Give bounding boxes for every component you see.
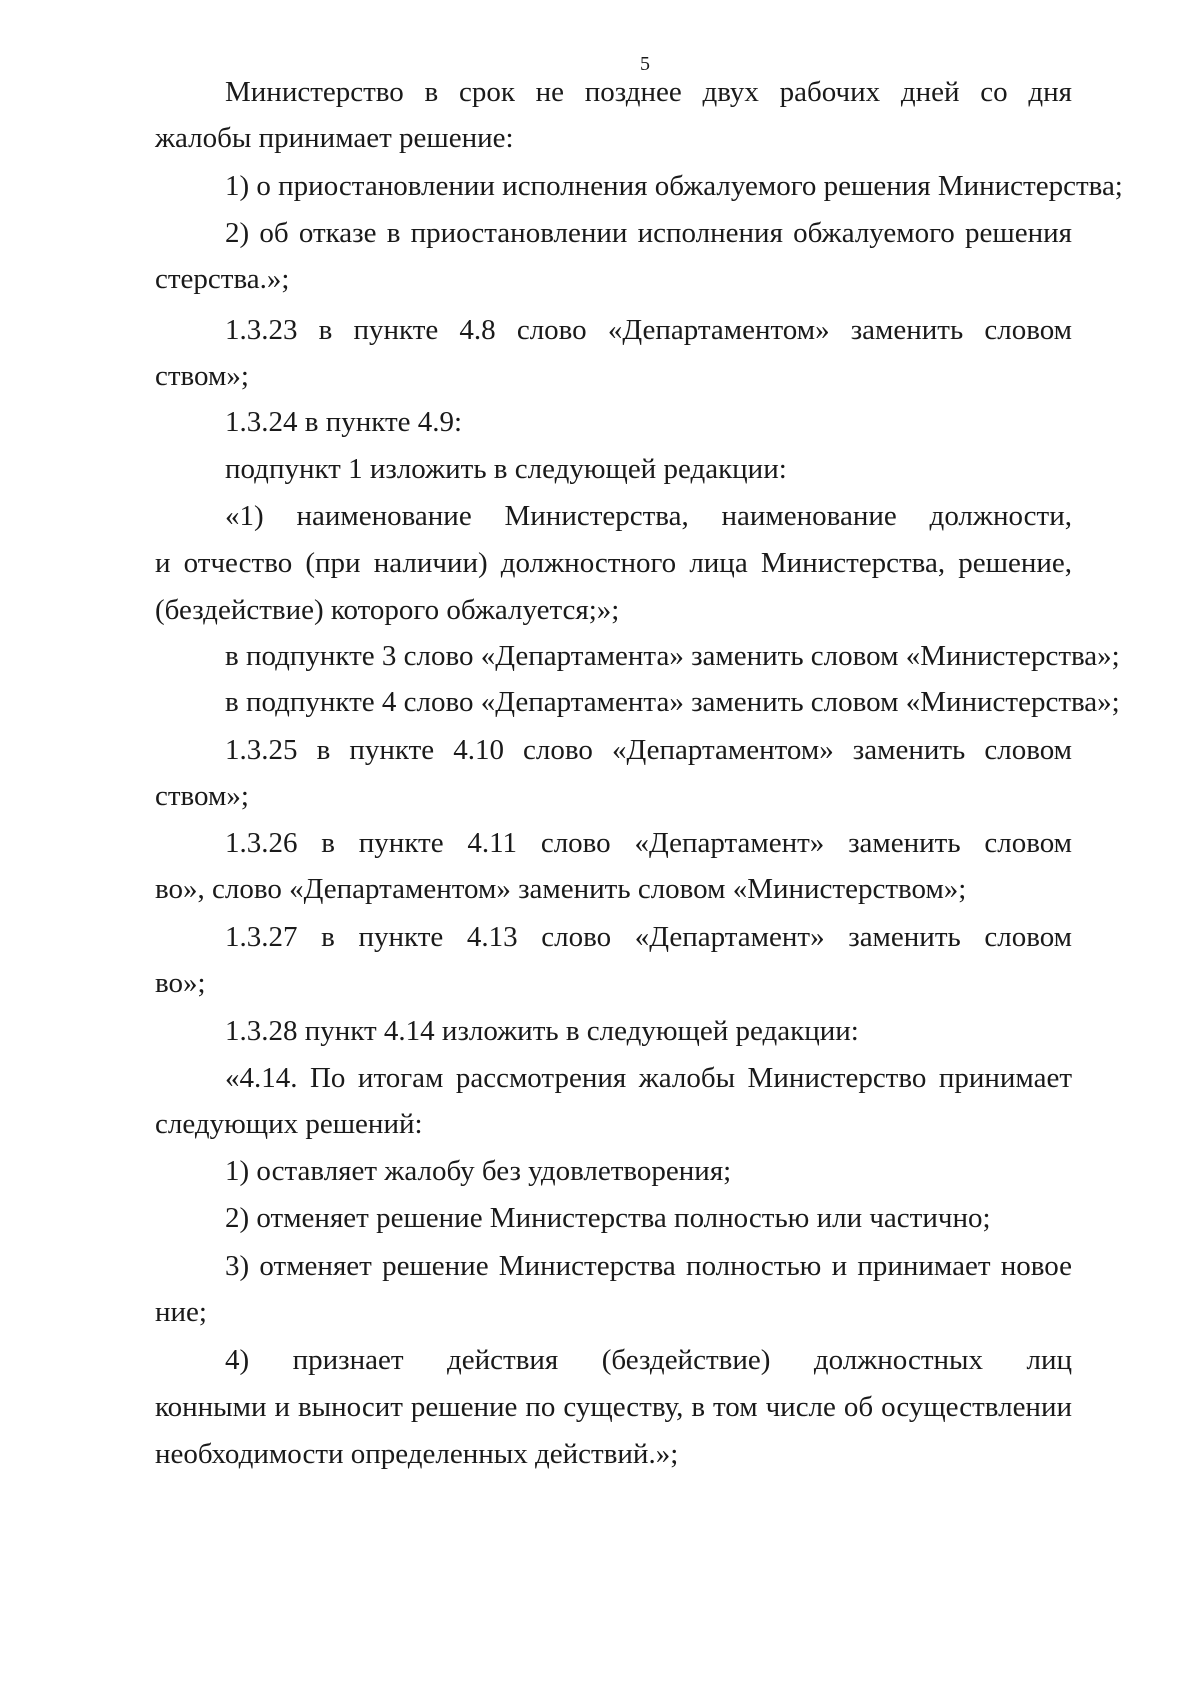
text-line: ством»; bbox=[155, 360, 249, 392]
text-line: 1.3.23 в пункте 4.8 слово «Департаментом» заменить словом bbox=[225, 314, 1072, 346]
text-line: 1.3.25 в пункте 4.10 слово «Департаментом» заменить словом bbox=[225, 734, 1072, 766]
text-line: 3) отменяет решение Министерства полностью и принимает новое bbox=[225, 1250, 1072, 1282]
text-line: 1) оставляет жалобу без удовлетворения; bbox=[225, 1155, 732, 1187]
text-line: во»; bbox=[155, 967, 206, 999]
text-line: «1) наименование Министерства, наименование должности, bbox=[225, 500, 1072, 532]
text-line: 2) об отказе в приостановлении исполнения обжалуемого решения bbox=[225, 217, 1072, 249]
text-line: во», слово «Департаментом» заменить словом «Министерством»; bbox=[155, 873, 967, 905]
text-line: 2) отменяет решение Министерства полностью или частично; bbox=[225, 1202, 991, 1234]
text-line: Министерство в срок не позднее двух рабочих дней со дня bbox=[225, 76, 1072, 108]
text-line: 1.3.26 в пункте 4.11 слово «Департамент» заменить словом bbox=[225, 827, 1072, 859]
text-line: ние; bbox=[155, 1296, 207, 1328]
text-line: следующих решений: bbox=[155, 1108, 423, 1140]
text-line: ством»; bbox=[155, 780, 249, 812]
text-line: в подпункте 4 слово «Департамента» заменить словом «Министерства»; bbox=[225, 686, 1120, 718]
text-line: жалобы принимает решение: bbox=[155, 122, 514, 154]
text-line: необходимости определенных действий.»; bbox=[155, 1438, 679, 1470]
text-line: подпункт 1 изложить в следующей редакции: bbox=[225, 453, 787, 485]
text-line: (бездействие) которого обжалуется;»; bbox=[155, 594, 620, 626]
text-line: 1) о приостановлении исполнения обжалуемого решения Министерства; bbox=[225, 170, 1123, 202]
text-line: 1.3.28 пункт 4.14 изложить в следующей редакции: bbox=[225, 1015, 859, 1047]
text-line: 1.3.24 в пункте 4.9: bbox=[225, 406, 463, 438]
page-number: 5 bbox=[640, 53, 650, 75]
text-line: «4.14. По итогам рассмотрения жалобы Министерство принимает bbox=[225, 1062, 1072, 1094]
text-line: 1.3.27 в пункте 4.13 слово «Департамент» заменить словом bbox=[225, 921, 1072, 953]
text-line: конными и выносит решение по существу, в том числе об осуществлении bbox=[155, 1391, 1072, 1423]
text-line: 4) признает действия (бездействие) должностных лиц bbox=[225, 1344, 1072, 1376]
text-line: и отчество (при наличии) должностного лица Министерства, решение, bbox=[155, 547, 1072, 579]
text-line: в подпункте 3 слово «Департамента» заменить словом «Министерства»; bbox=[225, 640, 1120, 672]
text-line: стерства.»; bbox=[155, 263, 290, 295]
